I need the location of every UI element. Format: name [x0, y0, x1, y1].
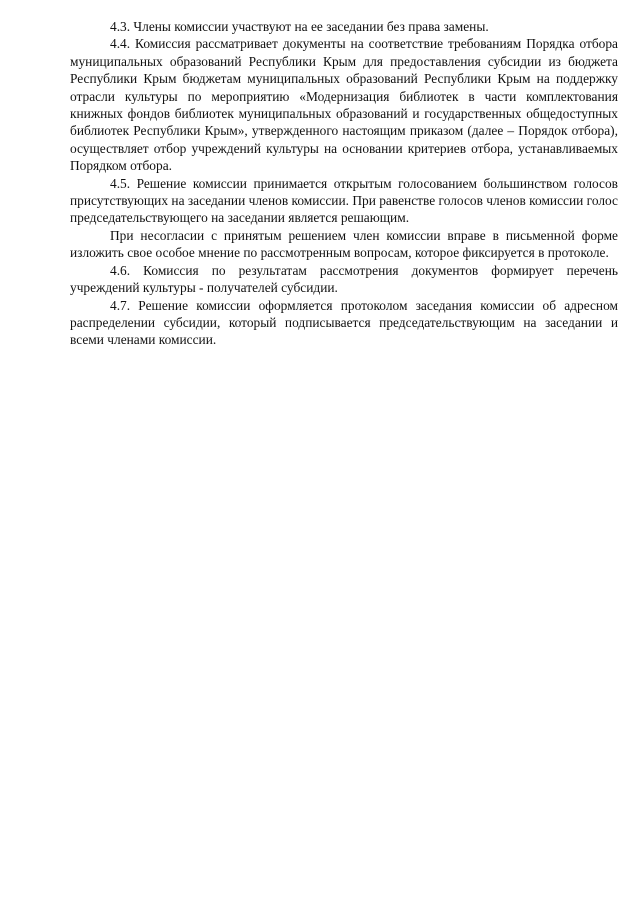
paragraph-4-4: 4.4. Комиссия рассматривает документы на соответствие требованиям Порядка отбора муниципальных образований Республики Крым для предоставления субсидии из бюджета Республики Крым бюджетам муниципальных образований Республики Крым на поддержку отрасли культуры по мероприятию «Модернизация библиотек в части комплектования книжных фондов библиотек муниципальных образований и государственных общедоступных библиотек Республики Крым», утвержденного настоящим приказом (далее – Порядок отбора), осуществляет отбор учреждений культуры на основании критериев отбора, устанавливаемых Порядком отбора. — [70, 36, 618, 174]
paragraph-4-5: 4.5. Решение комиссии принимается открытым голосованием большинством голосов присутствующих на заседании членов комиссии. При равенстве голосов членов комиссии голос председательствующего на заседании является решающим. — [70, 175, 618, 226]
paragraph-4-3: 4.3. Члены комиссии участвуют на ее заседании без права замены. — [110, 19, 489, 34]
paragraph-dissent: При несогласии с принятым решением член комиссии вправе в письменной форме изложить свое особое мнение по рассмотренным вопросам, которое фиксируется в протоколе. — [70, 227, 618, 261]
paragraph-4-7: 4.7. Решение комиссии оформляется протоколом заседания комиссии об адресном распределении субсидии, который подписывается председательствующим на заседании и всеми членами комиссии. — [70, 297, 618, 348]
paragraph-4-6: 4.6. Комиссия по результатам рассмотрения документов формирует перечень учреждений культуры - получателей субсидии. — [70, 262, 618, 296]
document-body — [70, 18, 618, 349]
